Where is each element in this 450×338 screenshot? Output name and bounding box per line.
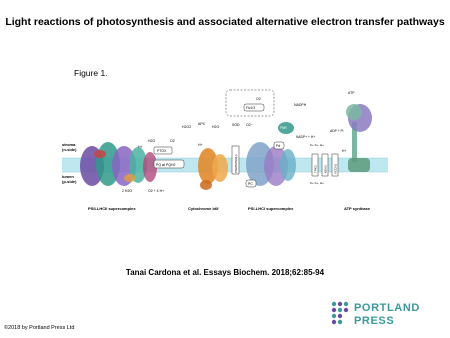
o2-minus-label: O2− xyxy=(246,123,253,127)
logo-line2: PRESS xyxy=(354,315,395,327)
citation: Tanai Cardona et al. Essays Biochem. 2018;62:85-94 xyxy=(125,268,325,277)
atp-synthase-label: ATP synthase xyxy=(344,206,371,211)
h2o-apx-label: H2O xyxy=(212,125,220,129)
k-top-label: K+ K+, H+ xyxy=(310,143,324,147)
vccn-label: VCCN1 xyxy=(333,163,338,174)
lumen-label: lumen xyxy=(62,174,74,179)
photosynthesis-diagram xyxy=(60,82,390,220)
portland-press-logo xyxy=(328,298,448,332)
portland-press-logo-mark xyxy=(328,300,352,330)
fd-label: Fd xyxy=(276,144,281,148)
fnr-label: FNR xyxy=(280,126,287,130)
nadp-label: NADP+ + H+ xyxy=(296,135,316,139)
figure-label: Figure 1. xyxy=(74,68,108,78)
h-plus-atp-label: H+ xyxy=(342,149,347,153)
o2-lumen-label: O2 + 4 H+ xyxy=(148,189,165,193)
o2-top-label: O2 xyxy=(256,97,261,101)
logo-line1: PORTLAND xyxy=(354,302,420,314)
psii-complex xyxy=(80,142,157,186)
pc-label: PC xyxy=(248,182,253,186)
h2o2-label: H2O2 xyxy=(182,125,192,129)
pq-label: PQ ⇌ PQH2 xyxy=(156,163,176,167)
slide-title: Light reactions of photosynthesis and associated alternative electron transfer pathways xyxy=(5,16,445,28)
sod-label: SOD xyxy=(232,123,240,127)
pgr5-label: PGR5/PGRL1 xyxy=(234,154,238,173)
atp-synthase-complex xyxy=(346,104,372,172)
tpk3-label: TPK3 xyxy=(313,165,318,173)
lumen-sub-label: (p-side) xyxy=(62,179,77,184)
h-plus-cyt-label: H+ xyxy=(198,143,203,147)
flv-dashed-box xyxy=(226,90,274,116)
cytb6f-label: Cytochrome b6f xyxy=(188,206,219,211)
k-bottom-label: K+ K+, H+ xyxy=(310,181,324,185)
atp-label: ATP xyxy=(348,91,355,95)
stroma-sub-label: (n-side) xyxy=(62,147,77,152)
apx-label: APX xyxy=(198,122,206,126)
psi-label: PSI-LHCI supercomplex xyxy=(248,206,294,211)
psii-label: PSII-LHCII supercomplex xyxy=(88,206,136,211)
stroma-label: stroma xyxy=(62,142,76,147)
copyright: ©2018 by Portland Press Ltd xyxy=(4,325,75,331)
h2o-lumen-label: 2 H2O xyxy=(122,189,133,193)
ptox-label: PTOX xyxy=(157,149,167,153)
cytb6f-complex xyxy=(198,148,228,190)
o2-ptox-label: O2 xyxy=(170,139,175,143)
h2o-ptox-label: H2O xyxy=(148,139,156,143)
adp-label: ADP + Pi xyxy=(330,129,344,133)
nadph-label: NADPH xyxy=(294,103,307,107)
kea3-label: KEA3 xyxy=(323,165,328,173)
h-plus-left-label: H+ xyxy=(138,145,143,149)
psi-complex xyxy=(246,142,296,186)
flv-label: Flv1/3 xyxy=(246,106,255,110)
